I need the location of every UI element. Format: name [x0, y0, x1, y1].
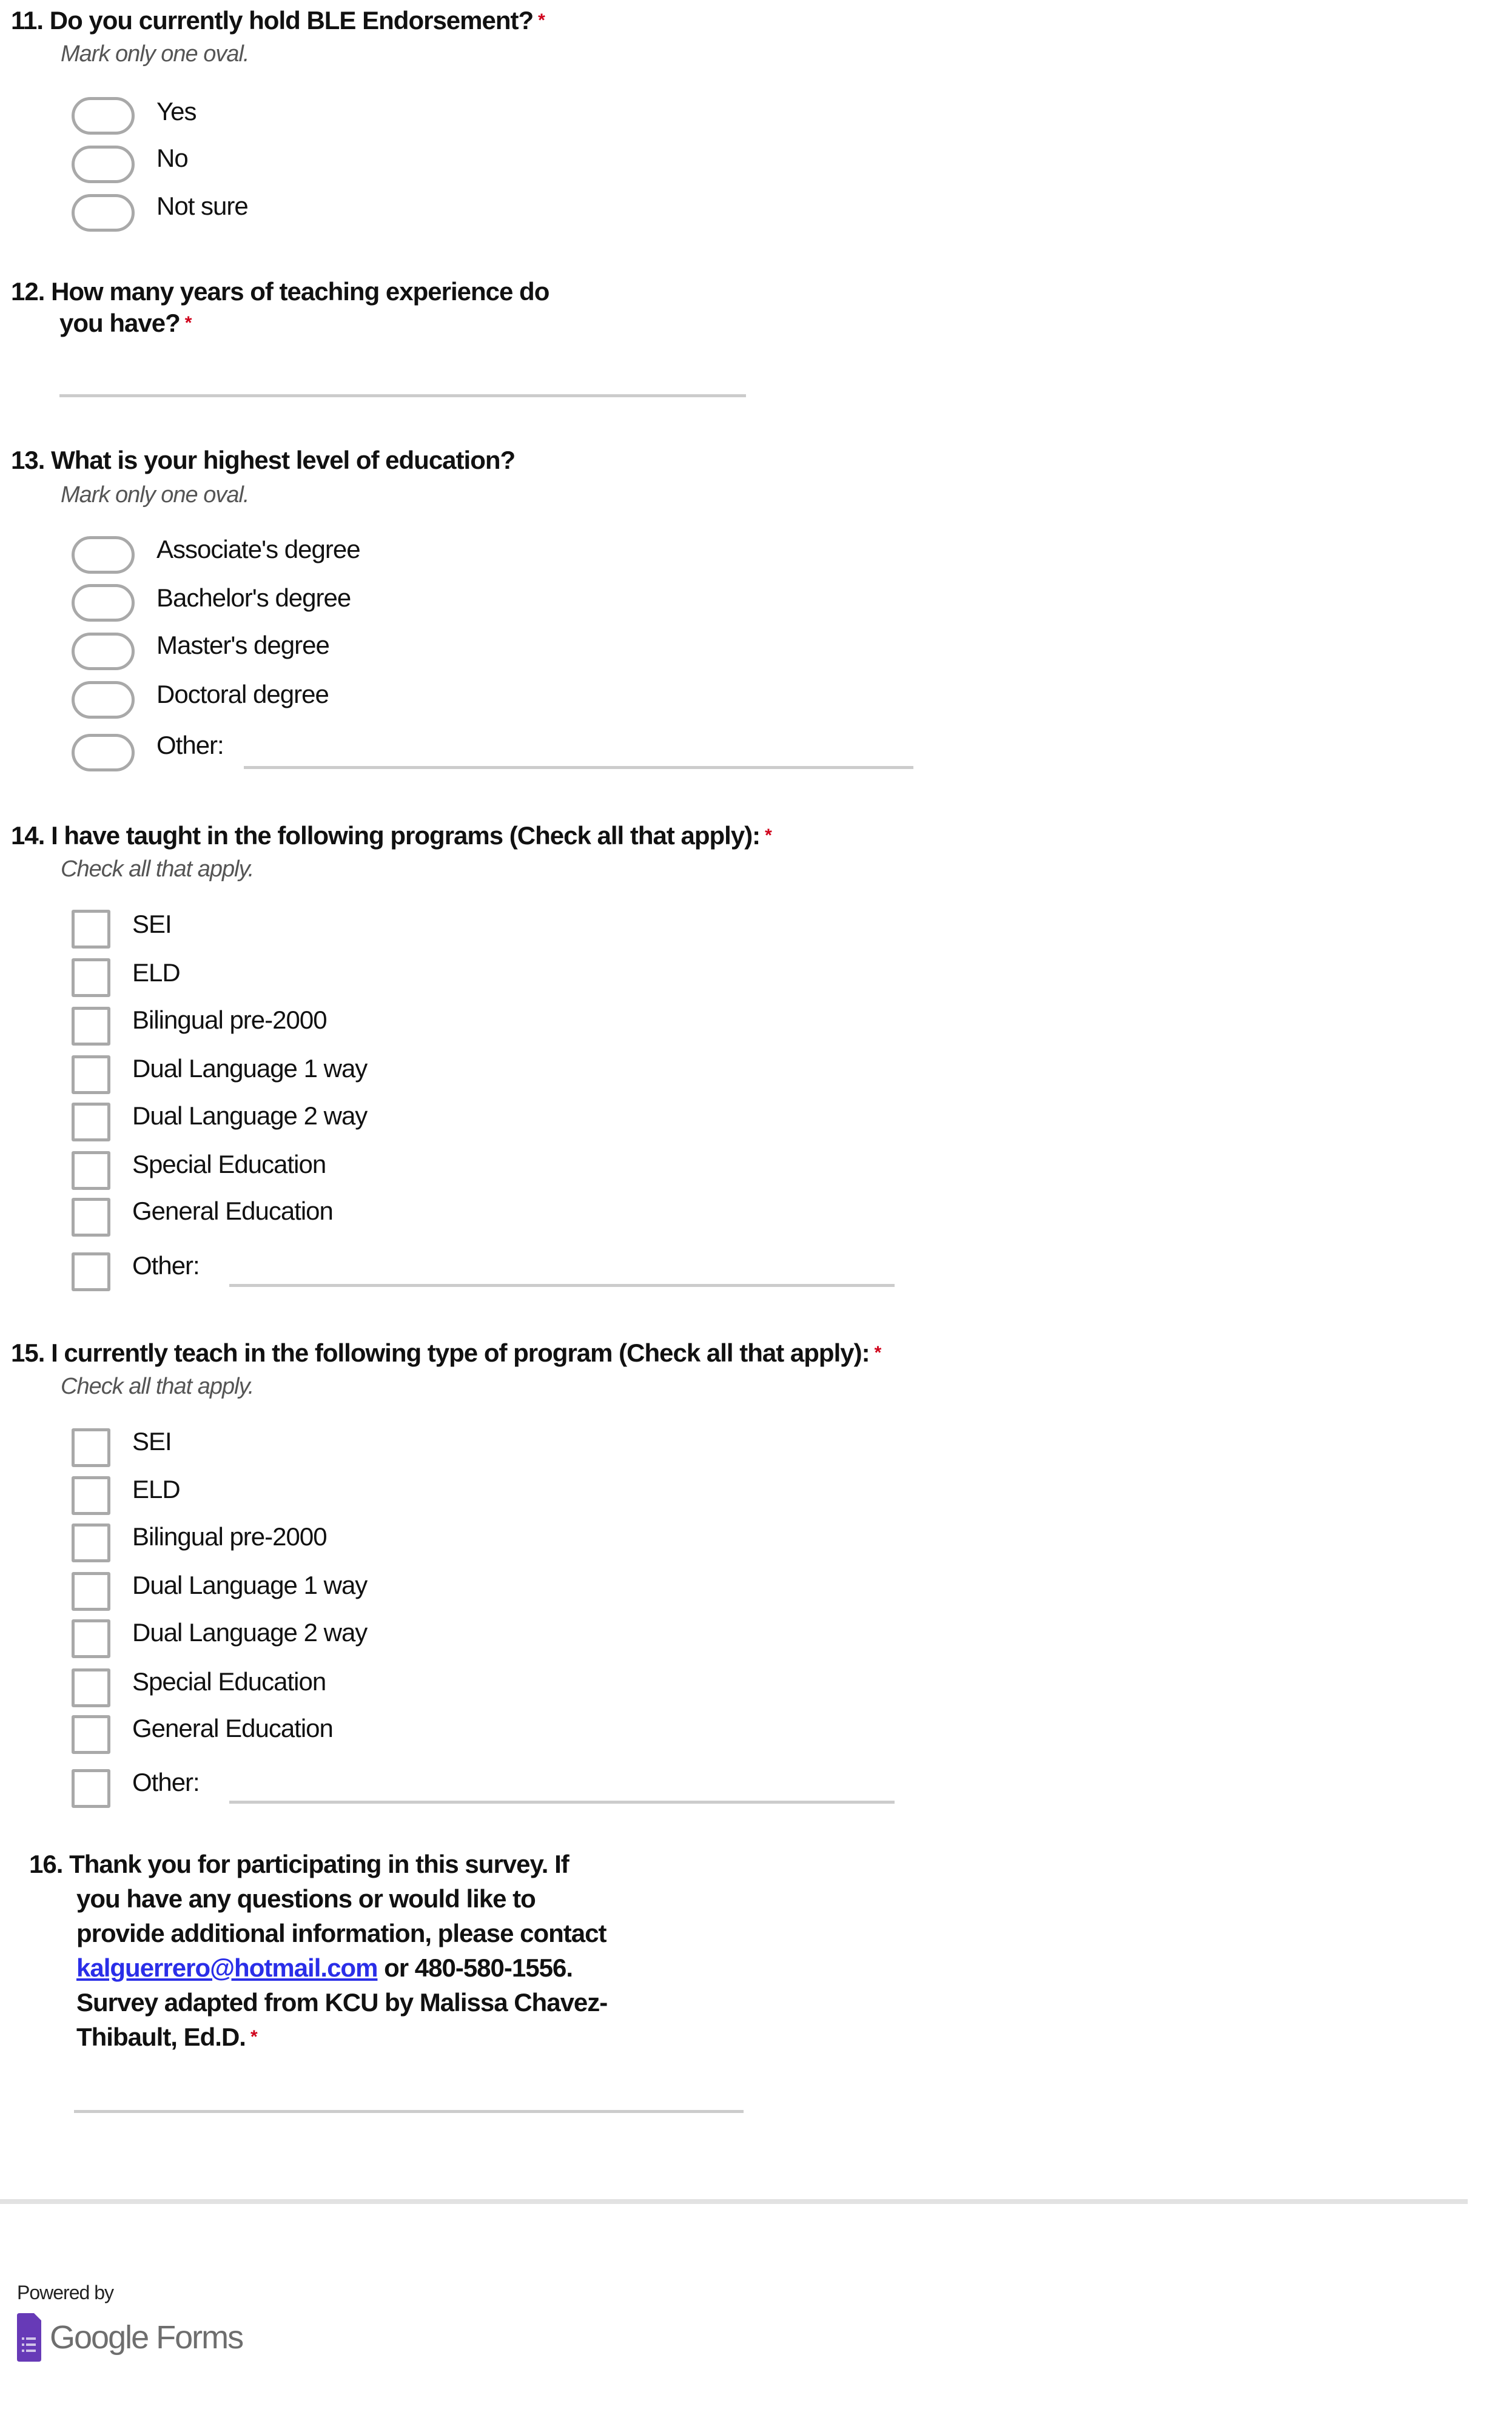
q15-option-dual-2way[interactable]: Dual Language 2 way — [132, 1618, 368, 1647]
google-forms-icon — [17, 2313, 41, 2362]
footer-divider — [0, 2199, 1468, 2204]
q15-option-sei[interactable]: SEI — [132, 1427, 172, 1456]
q13-radio-associate[interactable] — [72, 536, 135, 574]
q13-other-input[interactable] — [244, 766, 913, 769]
powered-by-label: Powered by — [17, 2282, 113, 2303]
contact-phone: or 480-580-1556. — [377, 1953, 573, 1982]
required-asterisk: * — [184, 313, 192, 333]
q14-title — [11, 820, 771, 852]
q11-hint: Mark only one oval. — [61, 41, 249, 67]
q14-other-input[interactable] — [229, 1284, 895, 1287]
q14-option-bilingual[interactable]: Bilingual pre-2000 — [132, 1006, 327, 1034]
q11-number: 11. — [11, 6, 44, 35]
q15-hint: Check all that apply. — [61, 1374, 254, 1399]
q11-title — [11, 5, 545, 36]
q16-text-line6: Thibault, Ed.D. — [76, 2023, 246, 2051]
q14-checkbox-dual-1way[interactable] — [72, 1055, 110, 1094]
q16-text-line5: Survey adapted from KCU by Malissa Chavez- — [76, 1988, 608, 2017]
q13-hint: Mark only one oval. — [61, 482, 249, 508]
q13-text: What is your highest level of education? — [51, 446, 516, 474]
q15-other-input[interactable] — [229, 1801, 895, 1804]
q15-checkbox-sei[interactable] — [72, 1428, 110, 1467]
q14-checkbox-other[interactable] — [72, 1252, 110, 1291]
q13-radio-bachelor[interactable] — [72, 584, 135, 622]
q11-radio-not-sure[interactable] — [72, 194, 135, 232]
q14-option-sei[interactable]: SEI — [132, 910, 172, 938]
q14-number: 14. — [11, 821, 45, 850]
q13-option-bachelor[interactable]: Bachelor's degree — [156, 583, 351, 612]
q16-title — [29, 1847, 607, 2054]
q15-text: I currently teach in the following type of program (Check all that apply): — [51, 1339, 870, 1367]
q15-checkbox-special-ed[interactable] — [72, 1668, 110, 1707]
q14-option-general-ed[interactable]: General Education — [132, 1197, 333, 1225]
q15-option-bilingual[interactable]: Bilingual pre-2000 — [132, 1522, 327, 1551]
q15-option-other[interactable]: Other: — [132, 1768, 200, 1796]
google-forms-logo[interactable] — [17, 2313, 243, 2362]
q12-title — [11, 276, 549, 339]
q15-option-eld[interactable]: ELD — [132, 1475, 180, 1503]
q13-number: 13. — [11, 446, 45, 474]
q16-text-line3: provide additional information, please contact — [76, 1919, 606, 1947]
q16-number: 16. — [29, 1850, 63, 1878]
q15-checkbox-dual-1way[interactable] — [72, 1572, 110, 1611]
google-forms-wordmark: Google Forms — [50, 2319, 243, 2356]
q11-text: Do you currently hold BLE Endorsement? — [49, 6, 534, 35]
q15-option-special-ed[interactable]: Special Education — [132, 1667, 326, 1696]
q15-checkbox-dual-2way[interactable] — [72, 1619, 110, 1658]
q13-option-master[interactable]: Master's degree — [156, 631, 329, 659]
q12-answer-input[interactable] — [59, 394, 746, 397]
required-asterisk: * — [874, 1343, 881, 1363]
q13-option-associate[interactable]: Associate's degree — [156, 535, 360, 563]
q11-option-no[interactable]: No — [156, 144, 188, 172]
q15-checkbox-general-ed[interactable] — [72, 1715, 110, 1754]
q14-hint: Check all that apply. — [61, 856, 254, 882]
q13-radio-doctoral[interactable] — [72, 681, 135, 719]
q12-text-line1: How many years of teaching experience do — [51, 277, 549, 306]
q12-text-line2: you have? — [59, 309, 180, 337]
q13-title — [11, 445, 515, 476]
q13-option-doctoral[interactable]: Doctoral degree — [156, 680, 329, 708]
q14-checkbox-eld[interactable] — [72, 958, 110, 997]
q13-radio-other[interactable] — [72, 734, 135, 771]
q15-option-general-ed[interactable]: General Education — [132, 1714, 333, 1742]
required-asterisk: * — [765, 825, 771, 845]
q16-answer-input[interactable] — [74, 2110, 744, 2113]
contact-email-link[interactable]: kalguerrero@hotmail.com — [76, 1953, 378, 1982]
q15-checkbox-other[interactable] — [72, 1769, 110, 1808]
q15-title — [11, 1337, 881, 1369]
q11-radio-yes[interactable] — [72, 97, 135, 135]
q14-checkbox-dual-2way[interactable] — [72, 1103, 110, 1141]
q14-text: I have taught in the following programs (Check all that apply): — [51, 821, 761, 850]
q14-option-special-ed[interactable]: Special Education — [132, 1150, 326, 1178]
q11-radio-no[interactable] — [72, 146, 135, 183]
q14-checkbox-bilingual[interactable] — [72, 1007, 110, 1046]
q14-option-other[interactable]: Other: — [132, 1251, 200, 1280]
q15-option-dual-1way[interactable]: Dual Language 1 way — [132, 1571, 368, 1599]
q11-option-yes[interactable]: Yes — [156, 97, 197, 126]
q14-option-dual-1way[interactable]: Dual Language 1 way — [132, 1054, 368, 1083]
q11-option-not-sure[interactable]: Not sure — [156, 192, 248, 220]
q13-option-other[interactable]: Other: — [156, 731, 224, 759]
q14-checkbox-general-ed[interactable] — [72, 1198, 110, 1237]
q12-number: 12. — [11, 277, 45, 306]
q16-text-line2: you have any questions or would like to — [76, 1884, 536, 1913]
q15-number: 15. — [11, 1339, 45, 1367]
q15-checkbox-bilingual[interactable] — [72, 1523, 110, 1562]
required-asterisk: * — [538, 10, 545, 30]
q14-checkbox-special-ed[interactable] — [72, 1151, 110, 1190]
q14-checkbox-sei[interactable] — [72, 910, 110, 949]
required-asterisk: * — [250, 2027, 257, 2047]
q15-checkbox-eld[interactable] — [72, 1476, 110, 1515]
q16-text-line1: Thank you for participating in this survey. If — [69, 1850, 569, 1878]
q13-radio-master[interactable] — [72, 633, 135, 670]
q14-option-eld[interactable]: ELD — [132, 958, 180, 987]
q14-option-dual-2way[interactable]: Dual Language 2 way — [132, 1101, 368, 1130]
